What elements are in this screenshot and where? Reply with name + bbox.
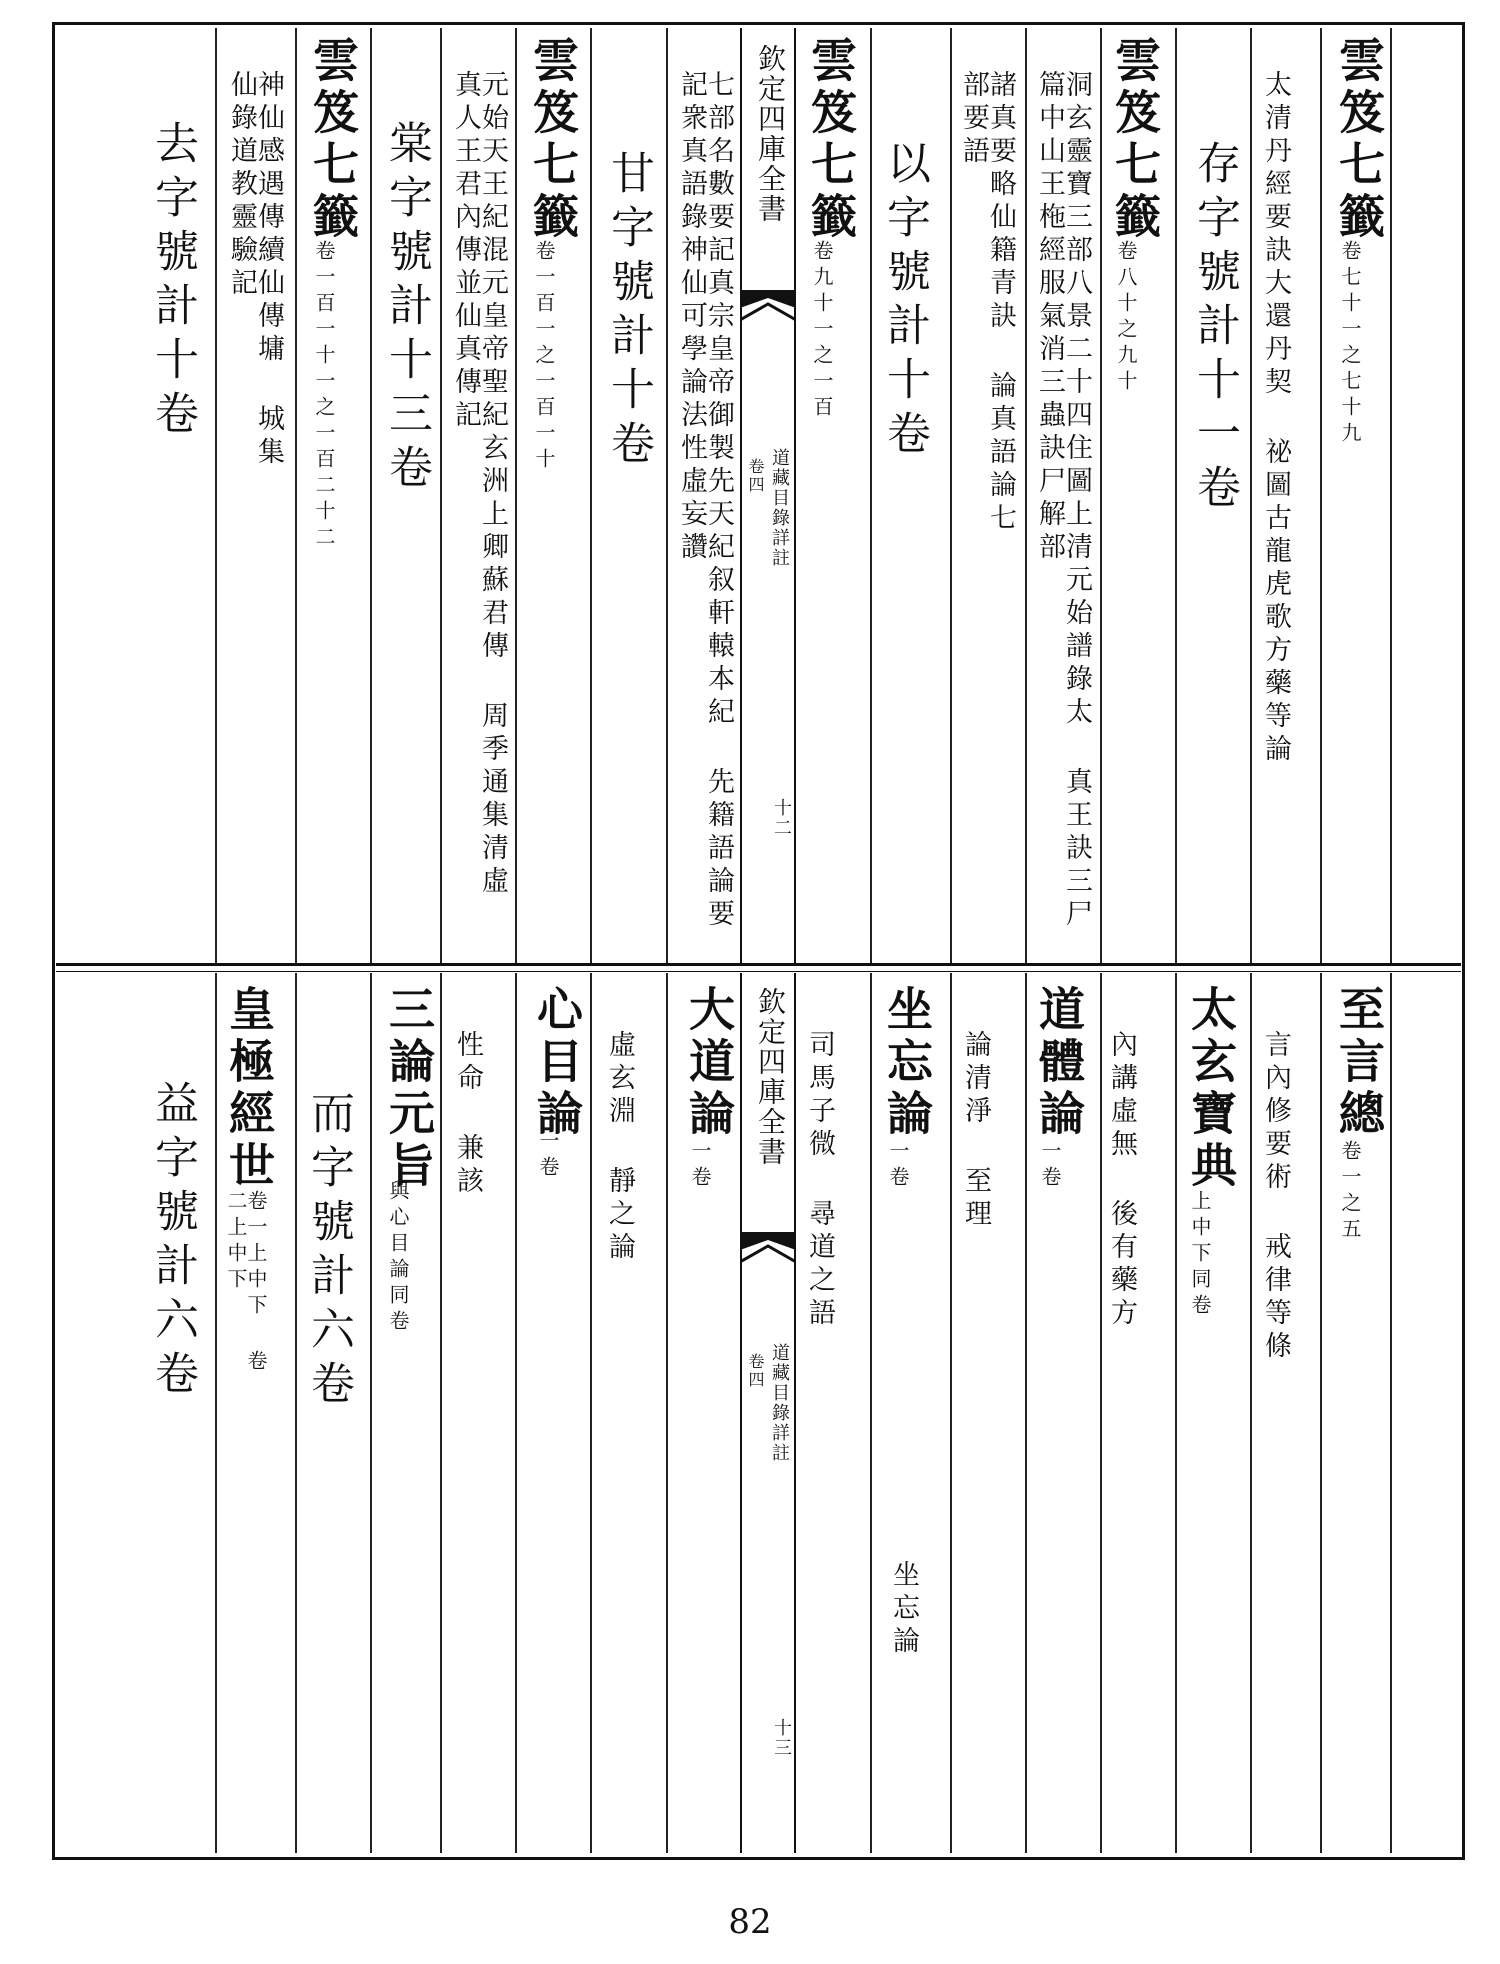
footer-note: 坐忘論 (888, 1560, 919, 1659)
entry-qualifier: 卷七十一之七十九 (1338, 240, 1362, 448)
volume-count: 存字號計十一卷 (1189, 140, 1240, 518)
entry-qualifier: 卷九十一之一百 (810, 240, 834, 422)
page-number: 82 (728, 1902, 772, 1942)
leaf-number: 十二 (771, 798, 792, 838)
entry-body: 論清淨 至理 (960, 1030, 991, 1232)
entry-body: 性命 兼該 (452, 1030, 483, 1199)
column-rule (295, 973, 297, 1853)
entry-title: 道體論 (1032, 985, 1086, 1141)
column-rule (1390, 973, 1392, 1853)
column-rule (440, 973, 442, 1853)
column-rule (515, 973, 517, 1853)
column-rule (870, 973, 872, 1853)
leaf-number: 十三 (771, 1718, 792, 1758)
band-title: 道藏目錄詳註 (769, 1343, 790, 1463)
entry-title: 太玄寶典 (1184, 985, 1238, 1193)
half-divider-thin (56, 971, 1461, 972)
column-rule (1175, 973, 1177, 1853)
entry-body: 司馬子微 尋道之語 (804, 1030, 835, 1331)
entry-title: 雲笈七籤 (306, 36, 360, 244)
entry-title: 皇極經世 (222, 985, 276, 1193)
entry-qualifier: 一卷 (886, 1140, 910, 1192)
column-rule (295, 28, 297, 963)
column-rule (1320, 28, 1322, 963)
entry-title: 三論元旨 (382, 985, 436, 1193)
entry-qualifier: 卷八十之九十 (1114, 240, 1138, 396)
entry-qualifier: 上中下同卷 (1188, 1190, 1212, 1320)
entry-title: 坐忘論 (880, 985, 934, 1141)
center-band-lower (740, 973, 796, 1853)
column-rule (1250, 28, 1252, 963)
column-rule (440, 28, 442, 963)
entry-title: 雲笈七籤 (804, 36, 858, 244)
entry-title: 雲笈七籤 (1332, 36, 1386, 244)
fish-tail-mark (740, 290, 796, 350)
volume-count: 以字號計十卷 (879, 140, 930, 464)
entry-qualifier: 卷一百一之一百一十 (532, 240, 556, 474)
column-rule (1320, 973, 1322, 1853)
column-rule (590, 28, 592, 963)
volume-count: 去字號計十卷 (147, 120, 198, 444)
entry-qualifier: 卷一上中下 卷二上中下 (224, 1190, 268, 1376)
entry-title: 大道論 (682, 985, 736, 1141)
column-rule (666, 973, 668, 1853)
entry-body: 虛玄淵 靜之論 (604, 1030, 635, 1265)
book-title: 欽定四庫全書 (754, 987, 787, 1167)
entry-qualifier: 一卷 (688, 1140, 712, 1192)
column-rule (370, 28, 372, 963)
volume-count: 甘字號計十卷 (603, 150, 654, 474)
volume-count: 而字號計六卷 (303, 1090, 354, 1414)
volume-count: 益字號計六卷 (147, 1080, 198, 1404)
half-divider (56, 963, 1461, 966)
column-rule (370, 973, 372, 1853)
entry-body: 元始天王紀混元皇帝聖紀玄洲上卿蘇君傳 周季通集清虛真人王君內傳並仙真傳記 (450, 70, 508, 899)
center-band-upper (740, 28, 796, 963)
column-rule (1100, 28, 1102, 963)
column-rule (1025, 973, 1027, 1853)
column-rule (666, 28, 668, 963)
column-rule (1100, 973, 1102, 1853)
entry-body: 洞玄靈寶三部八景二十四住圖上清元始譜錄太 真王訣三尸篇中山王柂經服氣消三蟲訣尸解部 (1034, 70, 1092, 932)
band-section: 卷四 (746, 1353, 765, 1389)
entry-body: 言內修要術 戒律等條 (1260, 1030, 1291, 1364)
entry-body: 神仙感遇傳續仙傳墉 城集仙錄道教靈驗記 (226, 70, 284, 470)
entry-title: 雲笈七籤 (526, 36, 580, 244)
entry-qualifier: 卷一百一十一之一百二十二 (312, 240, 336, 552)
column-rule (950, 28, 952, 963)
column-rule (950, 973, 952, 1853)
entry-qualifier: 一卷 (1038, 1140, 1062, 1192)
entry-qualifier: 與心目論同卷 (386, 1180, 410, 1336)
entry-title: 心目論 (530, 985, 584, 1141)
entry-body: 諸真要略仙籍青訣 論真語論七部要語 (958, 70, 1016, 536)
column-rule (215, 973, 217, 1853)
column-rule (1175, 28, 1177, 963)
entry-body: 七部名數要記真宗皇帝御製先天紀叙軒轅本紀 先籍語論要記衆真語錄神仙可學論法性虛妄讚 (676, 70, 734, 932)
fish-tail-mark (740, 1232, 796, 1292)
entry-title: 至言總 (1332, 985, 1386, 1141)
column-rule (1390, 28, 1392, 963)
column-rule (590, 973, 592, 1853)
entry-qualifier: 卷一之五 (1338, 1140, 1362, 1244)
volume-count: 棠字號計十三卷 (381, 120, 432, 498)
column-rule (1025, 28, 1027, 963)
book-title: 欽定四庫全書 (754, 44, 787, 224)
column-rule (870, 28, 872, 963)
column-rule (1250, 973, 1252, 1853)
entry-body: 太清丹經要訣大還丹契 祕圖古龍虎歌方藥等論 (1260, 70, 1291, 767)
column-rule (215, 28, 217, 963)
band-title: 道藏目錄詳註 (769, 448, 790, 568)
entry-body: 內講虛無 後有藥方 (1106, 1030, 1137, 1331)
entry-qualifier: 一卷 (536, 1130, 560, 1182)
band-section: 卷四 (746, 458, 765, 494)
column-rule (515, 28, 517, 963)
entry-title: 雲笈七籤 (1108, 36, 1162, 244)
